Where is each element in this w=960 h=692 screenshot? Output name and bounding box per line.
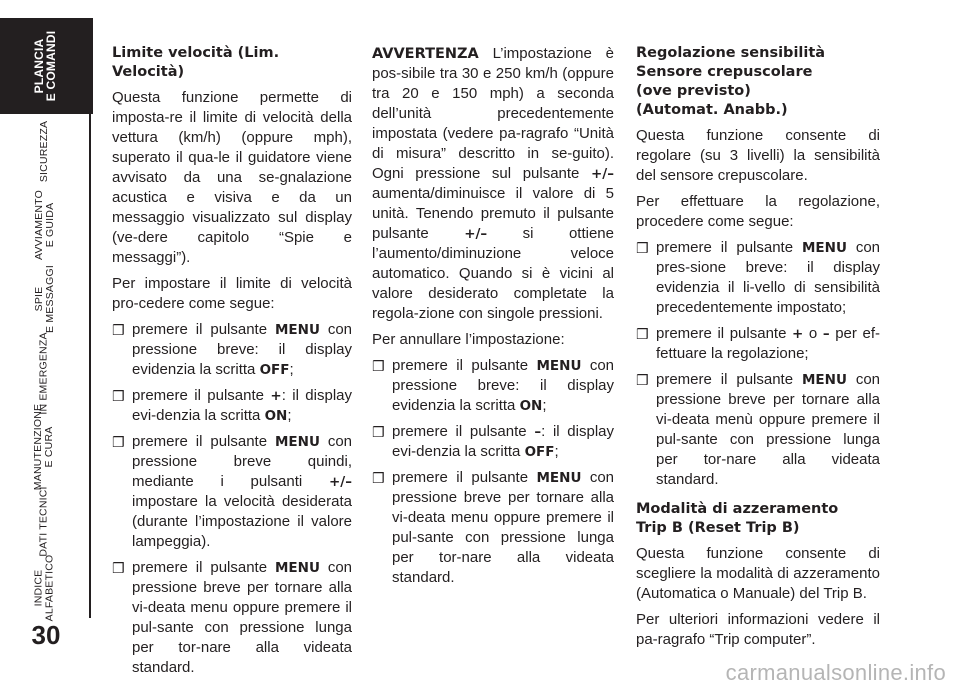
paragraph: Questa funzione consente di regolare (su 3 livelli) la sensibilità del sensore crepuscolare. [636,127,880,184]
warning-title: AVVERTENZA [372,46,479,62]
tab-label-line2: E GUIDA [43,202,56,248]
tab-label-line1: IN EMERGENZA [37,331,50,415]
text: aumenta/diminuisce il valore di 5 unità. Tenendo premuto il pulsante pulsante [372,185,614,242]
heading-line: Regolazione sensibilità [636,45,826,61]
text: premere il pulsante [656,325,793,342]
key-label: OFF [259,362,290,378]
key-label: MENU [536,358,582,374]
column-speed-limit [112,44,352,684]
text: per ef-fettuare la regolazione; [656,325,880,362]
key-label: MENU [536,470,582,486]
text: ; [287,407,292,424]
column-warning [372,44,614,594]
tab-plancia-e-comandi[interactable] [0,18,93,114]
tab-label-line1: SICUREZZA [38,120,50,182]
paragraph: Per annullare l’impostazione: [372,331,565,348]
text: premere il pulsante [656,239,802,256]
tab-avviamento-e-guida[interactable] [0,188,91,262]
heading-line: (Automat. Anabb.) [636,102,788,118]
paragraph: Questa funzione consente di scegliere la modalità di azzeramento (Automatica o Manuale) del Trip B. [636,545,880,602]
tab-label [39,120,50,181]
tab-in-emergenza[interactable] [0,331,91,415]
tab-label-line2: E CURA [43,426,56,468]
key-label: MENU [274,322,320,338]
page-number: 30 [31,620,61,650]
section-heading [636,500,880,538]
tab-label-line2: ALFABETICO [43,554,56,622]
key-label: +/– [591,166,614,182]
key-label: ON [264,408,288,424]
chapter-sidebar [0,0,100,692]
text: ; [542,397,547,414]
tab-label-line1: AVVIAMENTO [32,190,45,260]
text: con pressione breve quindi, mediante i pulsanti [132,433,353,490]
text: con pressione breve: il display evidenzia la scritta [132,321,353,378]
list-item-text [392,422,614,462]
list-item-text [132,432,352,552]
list-item [372,468,614,588]
list-item [372,422,614,462]
key-label: OFF [524,444,555,460]
tab-label-line2: E COMANDI [44,30,59,102]
text: con pressione breve: il display evidenzia la scritta [392,357,615,414]
key-label: – [534,424,542,440]
text: con pres-sione breve: il display evidenzia il li-vello di sensibilità precedentemente impostato; [656,239,881,316]
key-label: +/– [464,226,488,242]
tab-label-line1: SPIE [32,286,45,312]
text: si ottiene l’aumento/diminuzione veloce automatico. Quando si è vicini al valore desiderato completate la regola-zione con singole pressioni. [372,225,614,322]
paragraph: Per effettuare la regolazione, procedere come segue: [636,193,880,230]
tab-label [39,332,50,414]
text: premere il pulsante [392,357,537,374]
key-label: + [792,326,804,342]
list-item [636,238,880,318]
text: premere il pulsante [132,433,275,450]
tab-label-line1: INDICE [32,569,45,607]
text: : il display evi-denzia la scritta [392,423,614,460]
text: con pressione breve per tornare alla vi-deata menu oppure premere il pul-sante con pressione lunga per tor-nare alla videata standard. [132,559,353,676]
paragraph: Questa funzione permette di imposta-re il limite di velocità della vettura (km/h) (oppure mph), superato il qua-le il guidatore viene avvisato da una se-gnalazione acustica e visiva e da un messaggio visualizzato sul display (ve-dere capitolo “Spie e messaggi”). [112,89,352,266]
list-item-text [656,324,880,364]
tab-label [39,486,50,556]
checkbox-bullet-icon: ❒ [372,358,385,374]
key-label: MENU [801,240,847,256]
list-item-text [392,468,614,588]
text: ; [554,443,559,460]
list-item-text [132,320,352,380]
list-item [372,356,614,416]
paragraph: Per ulteriori informazioni vedere il pa-ragrafo “Trip computer”. [636,611,880,648]
list-item [112,320,352,380]
tab-label-line1: PLANCIA [32,38,47,94]
text: o [803,325,823,342]
list-item-text [656,238,880,318]
key-label: MENU [274,434,320,450]
list-item-text [656,370,880,490]
list-item [112,558,352,678]
text: : il display evi-denzia la scritta [132,387,352,424]
checkbox-bullet-icon: ❒ [372,470,385,486]
heading-line: (ove previsto) [636,83,751,99]
tab-label-line2: E MESSAGGI [43,265,56,333]
text: premere il pulsante [392,469,537,486]
list-item-text [132,558,352,678]
section-heading: Limite velocità (Lim. Velocità) [112,45,280,80]
checkbox-bullet-icon: ❒ [112,388,125,404]
tab-label-line1: MANUTENZIONE [32,403,45,491]
key-label: – [822,326,830,342]
list-item [636,370,880,490]
tab-manutenzione-e-cura[interactable] [0,403,91,491]
heading-line: Modalità di azzeramento [636,501,839,517]
tab-label [34,404,56,490]
checkbox-bullet-icon: ❒ [636,240,649,256]
tab-label-line1: DATI TECNICI [37,485,50,557]
tab-dati-tecnici[interactable] [0,484,91,558]
text: impostare la velocità desiderata (durante l’impostazione il valore lampeggia). [132,493,352,550]
list-item-text [392,356,614,416]
list-item-text [132,386,352,426]
key-label: MENU [801,372,847,388]
watermark: carmanualsonline.info [725,660,946,685]
text: premere il pulsante [656,371,802,388]
text: con pressione breve per tornare alla vi-deata menù oppure premere il pul-sante con pressione lunga per tor-nare alla videata standard. [656,371,881,488]
key-label: + [270,388,282,404]
text: premere il pulsante [132,321,275,338]
list-item [112,432,352,552]
text: L’impostazione è pos-sibile tra 30 e 250 km/h (oppure tra 20 e 150 mph) a seconda dell’unità precedentemente impostata (vedere pa-ragrafo “Unità di misura” descritto in se-guito). Ogni pressione sul pulsante [372,45,614,182]
text: con pressione breve per tornare alla vi-deata menu oppure premere il pul-sante con pressione lunga per tor-nare alla videata standard. [392,469,615,586]
checkbox-bullet-icon: ❒ [112,322,125,338]
tab-label [34,31,58,101]
heading-line: Sensore crepuscolare [636,64,813,80]
heading-line: Trip B (Reset Trip B) [636,520,800,536]
section-heading [636,44,880,120]
text: premere il pulsante [132,559,275,576]
tab-label [34,555,56,622]
tab-sicurezza[interactable] [0,114,91,188]
checkbox-bullet-icon: ❒ [372,424,385,440]
checkbox-bullet-icon: ❒ [636,372,649,388]
tab-spie-e-messaggi[interactable] [0,262,91,336]
key-label: MENU [274,560,320,576]
list-item [112,386,352,426]
checkbox-bullet-icon: ❒ [636,326,649,342]
checkbox-bullet-icon: ❒ [112,434,125,450]
paragraph: Per impostare il limite di velocità pro-cedere come segue: [112,275,352,312]
checkbox-bullet-icon: ❒ [112,560,125,576]
list-item [636,324,880,364]
tab-indice-alfabetico[interactable] [0,554,91,622]
text: premere il pulsante [392,423,535,440]
warning-paragraph [372,44,614,324]
tab-label [33,190,55,260]
key-label: ON [519,398,543,414]
key-label: +/– [329,474,352,490]
tab-label [34,265,56,333]
text: ; [289,361,294,378]
text: premere il pulsante [132,387,271,404]
column-sensor-settings [636,44,880,656]
